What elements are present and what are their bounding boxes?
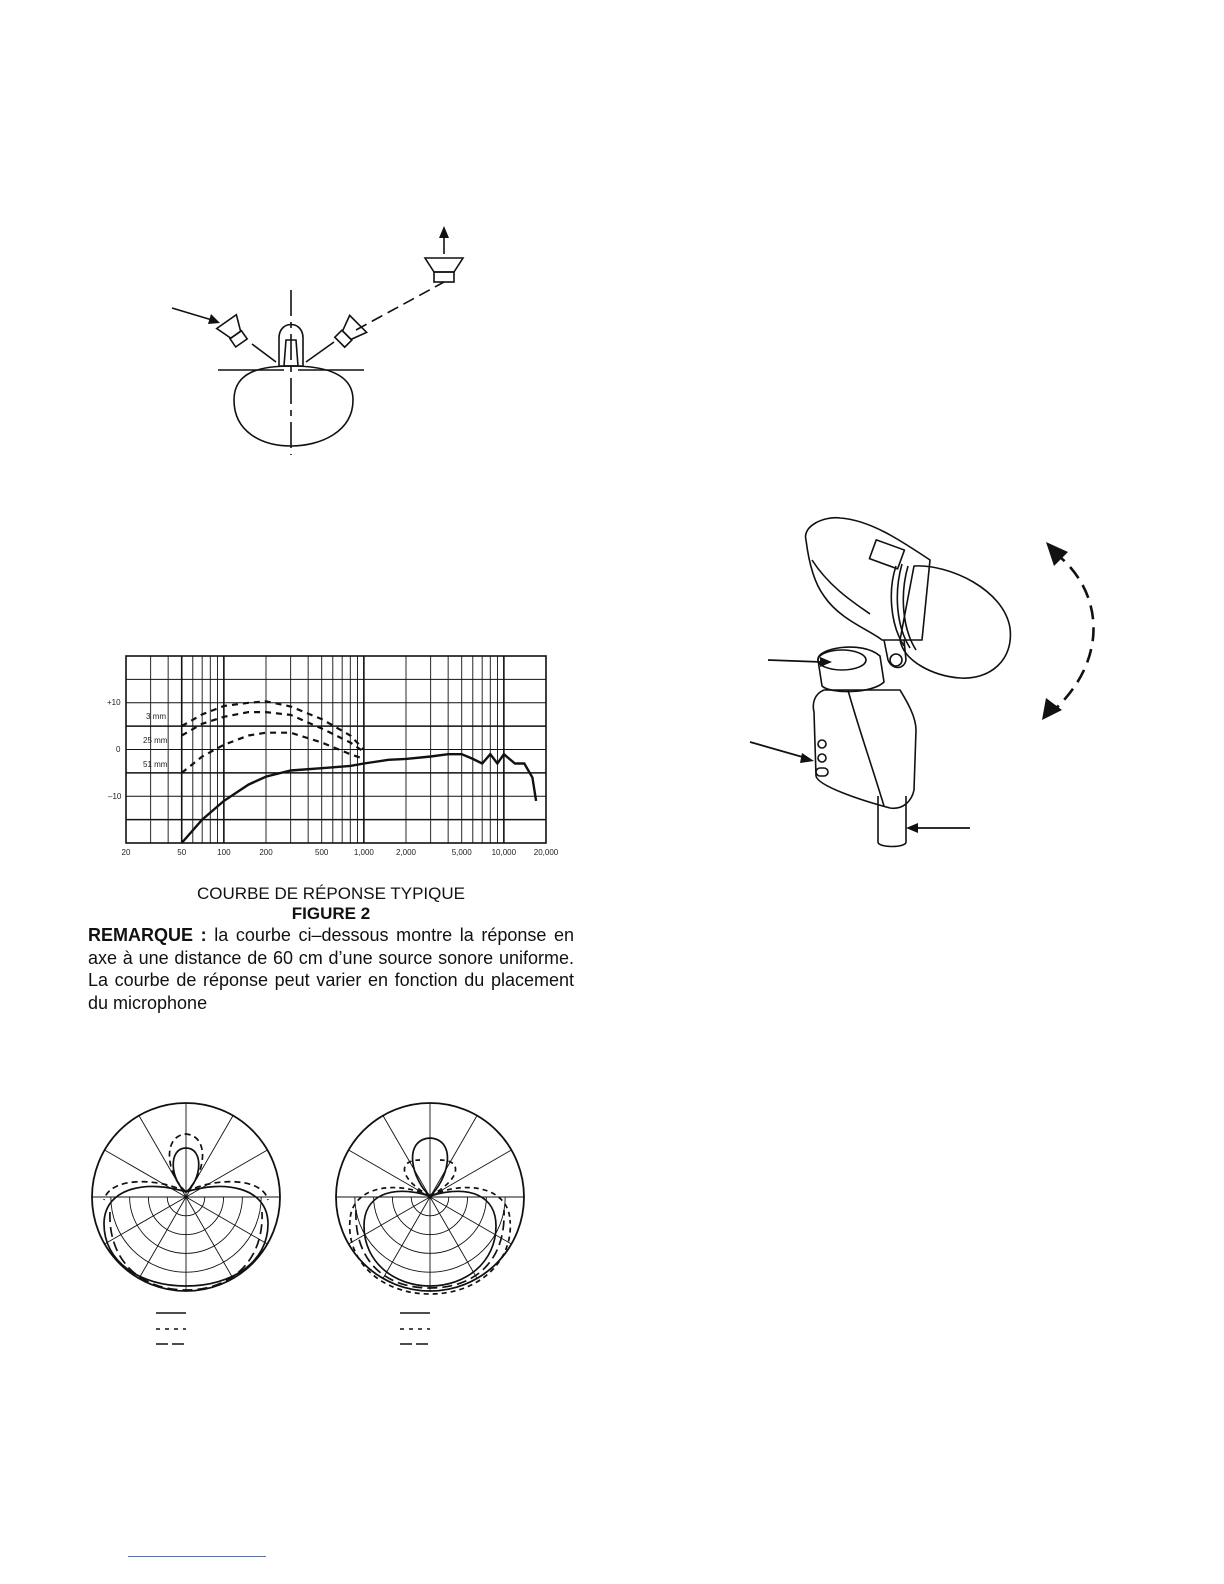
- x-tick-label: 10,000: [491, 848, 517, 857]
- x-tick-label: 20,000: [533, 848, 559, 857]
- y-tick-0: 0: [116, 745, 121, 754]
- arrow-icon: [820, 657, 832, 667]
- caption-figure-label: FIGURE 2: [291, 904, 371, 923]
- legend-label-25mm: 25 mm: [143, 736, 168, 745]
- arrow-icon: [800, 753, 814, 763]
- note-body: la courbe ci–dessous montre la réponse en axe à une distance de 60 cm d’une source sonore uniforme. La courbe de réponse peut varier en fonction du placement du microphone: [88, 925, 574, 1013]
- clip-body: [813, 690, 916, 808]
- legend-label-3mm: 3 mm: [146, 712, 166, 721]
- y-tick-plus10: +10: [107, 698, 121, 707]
- arrow-icon: [1042, 698, 1062, 720]
- y-tick-minus10: –10: [108, 792, 122, 801]
- port-icon: [818, 754, 826, 762]
- rotation-arc: [1052, 552, 1094, 712]
- caption-title: COURBE DE RÉPONSE TYPIQUE: [197, 884, 465, 903]
- x-tick-label: 100: [217, 848, 231, 857]
- port-icon: [816, 768, 828, 776]
- note-label: REMARQUE :: [88, 925, 207, 945]
- stand-tube: [878, 796, 906, 847]
- x-tick-label: 50: [177, 848, 187, 857]
- footer-link-underline[interactable]: [128, 1556, 266, 1557]
- x-tick-label: 500: [315, 848, 329, 857]
- arrow-icon: [906, 823, 918, 833]
- x-tick-label: 5,000: [451, 848, 472, 857]
- port-icon: [818, 740, 826, 748]
- legend-label-51mm: 51 mm: [143, 760, 168, 769]
- x-tick-label: 200: [259, 848, 273, 857]
- arrow-icon: [1046, 542, 1068, 566]
- mic-grille: [900, 566, 1010, 678]
- x-tick-label: 1,000: [353, 848, 374, 857]
- x-tick-label: 20: [121, 848, 131, 857]
- x-tick-label: 2,000: [395, 848, 417, 857]
